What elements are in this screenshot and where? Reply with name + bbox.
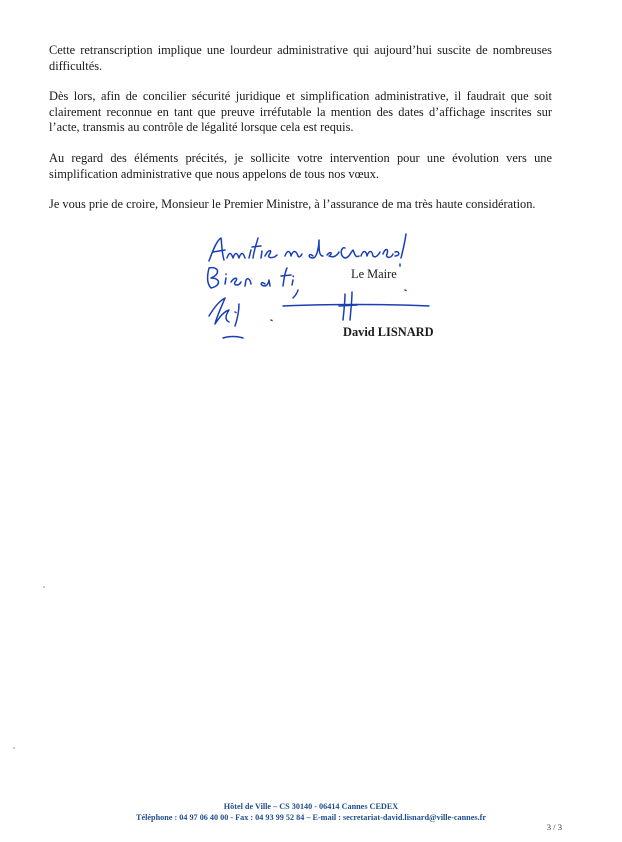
paragraph-proposal: Dès lors, afin de concilier sécurité juridique et simplification administrative, il faudrait que soit clairement reconnue en tant que preuve irréfutable la mention des dates d’affichage inscrites sur l’acte, transmis au contrôle de légalité lorsque cela est requis. bbox=[49, 89, 552, 135]
paragraph-administrative-burden: Cette retranscription implique une lourdeur administrative qui aujourd’hui suscite de nombreuses difficultés. bbox=[49, 43, 552, 73]
footer-address: Hôtel de Ville – CS 30140 - 06414 Cannes CEDEX bbox=[223, 802, 399, 811]
paragraph-closing-formula: Je vous prie de croire, Monsieur le Premier Ministre, à l’assurance de ma très haute considération. bbox=[49, 197, 536, 211]
scan-speck bbox=[13, 747, 15, 749]
page-number: 3 / 3 bbox=[546, 822, 562, 832]
paragraph-request: Au regard des éléments précités, je sollicite votre intervention pour une évolution vers une simplification administrative que nous appelons de tous nos vœux. bbox=[49, 151, 552, 181]
signer-name: David LISNARD bbox=[343, 325, 434, 339]
scan-speck bbox=[43, 586, 45, 588]
closing-title: Le Maire bbox=[351, 267, 397, 281]
footer-contact: Téléphone : 04 97 06 40 00 - Fax : 04 93 99 52 84 – E-mail : secretariat-david.lisnard@ville-cannes.fr bbox=[136, 813, 486, 822]
